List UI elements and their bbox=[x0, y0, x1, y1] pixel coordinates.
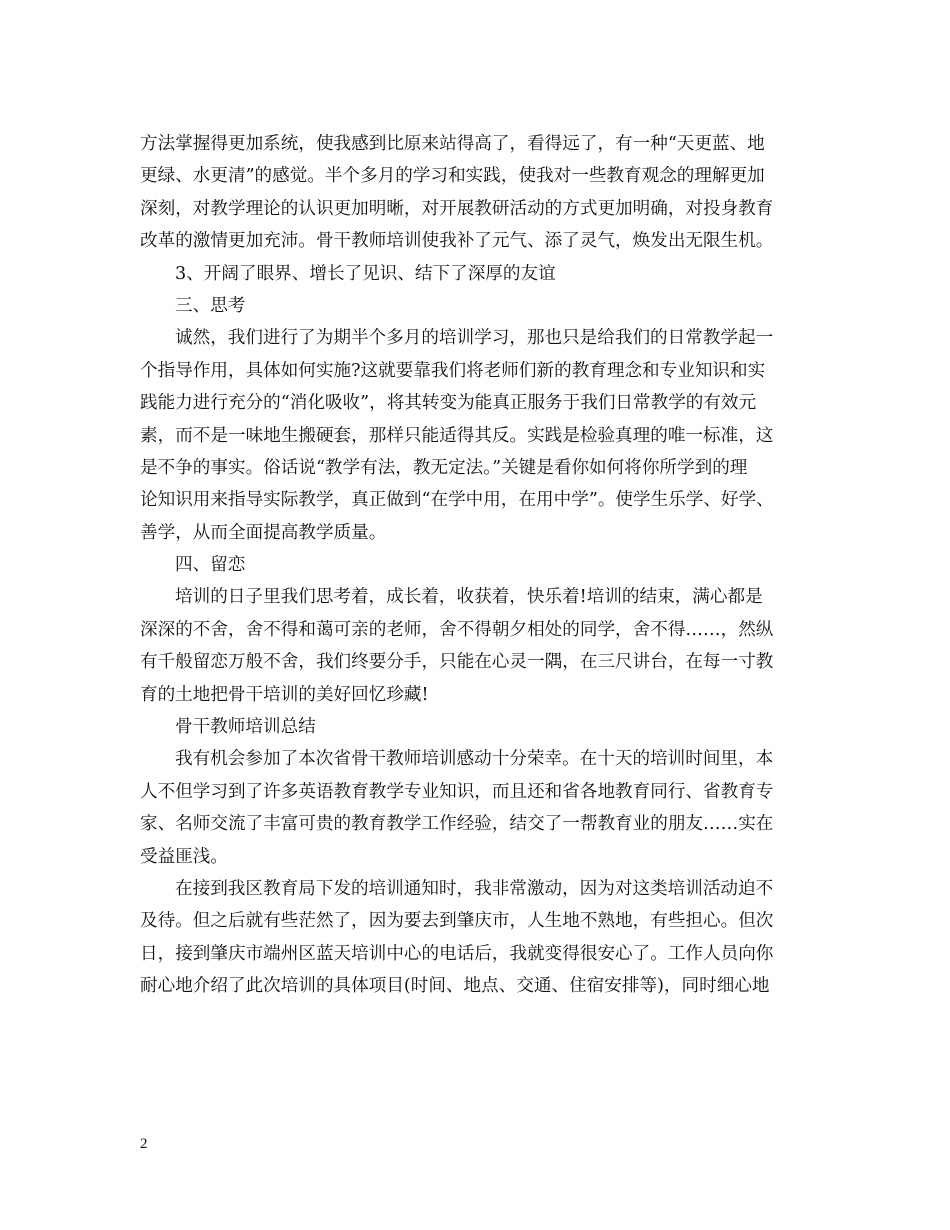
text-line: 深刻，对教学理论的认识更加明晰，对开展教研活动的方式更加明确，对投身教育 bbox=[140, 198, 774, 219]
text-line: 方法掌握得更加系统，使我感到比原来站得高了，看得远了，有一种“天更蓝、地 bbox=[140, 134, 765, 154]
document-title: 骨干教师培训总结 bbox=[175, 717, 316, 738]
text-line: 素，而不是一味地生搬硬套，那样只能适得其反。实践是检验真理的唯一标准，这 bbox=[140, 425, 774, 446]
paragraph-start-line: 我有机会参加了本次省骨干教师培训感动十分荣幸。在十天的培训时间里，本 bbox=[175, 749, 774, 770]
paragraph-start-line: 培训的日子里我们思考着，成长着，收获着，快乐着!培训的结束，满心都是 bbox=[175, 587, 763, 608]
section-heading: 三、思考 bbox=[175, 295, 246, 316]
text-line: 人不但学习到了许多英语教育教学专业知识，而且还和省各地教育同行、省教育专 bbox=[140, 781, 774, 802]
text-line: 日，接到肇庆市端州区蓝天培训中心的电话后，我就变得很安心了。工作人员向你 bbox=[140, 943, 774, 964]
text-line: 深深的不舍，舍不得和蔼可亲的老师，舍不得朝夕相处的同学，舍不得……，然纵 bbox=[140, 619, 774, 640]
text-line: 践能力进行充分的“消化吸收”，将其转变为能真正服务于我们日常教学的有效元 bbox=[140, 393, 757, 414]
text-line: 及待。但之后就有些茫然了，因为要去到肇庆市，人生地不熟地，有些担心。但次 bbox=[140, 911, 774, 932]
text-line: 论知识用来指导实际教学，真正做到“在学中用，在用中学”。使学生乐学、好学、 bbox=[140, 490, 774, 511]
text-line: 更绿、水更清”的感觉。半个多月的学习和实践，使我对一些教育观念的理解更加 bbox=[140, 166, 765, 187]
text-line: 有千般留恋万般不舍，我们终要分手，只能在心灵一隅，在三尺讲台，在每一寸教 bbox=[140, 652, 774, 673]
paragraph-start-line: 诚然，我们进行了为期半个多月的培训学习，那也只是给我们的日常教学起一 bbox=[175, 328, 774, 349]
document-body bbox=[140, 128, 820, 1003]
page-number: 2 bbox=[140, 1136, 148, 1152]
paragraph-start-line: 在接到我区教育局下发的培训通知时，我非常激动，因为对这类培训活动迫不 bbox=[175, 878, 774, 899]
text-line: 改革的激情更加充沛。骨干教师培训使我补了元气、添了灵气，焕发出无限生机。 bbox=[140, 231, 774, 252]
text-line: 家、名师交流了丰富可贵的教育教学工作经验，结交了一帮教育业的朋友……实在 bbox=[140, 814, 774, 835]
text-line: 耐心地介绍了此次培训的具体项目(时间、地点、交通、住宿安排等)，同时细心地 bbox=[140, 976, 770, 997]
section-heading: 四、留恋 bbox=[175, 555, 246, 576]
text-line: 育的土地把骨干培训的美好回忆珍藏! bbox=[140, 684, 429, 705]
text-line: 是不争的事实。俗话说“教学有法，教无定法。”关键是看你如何将你所学到的理 bbox=[140, 457, 748, 478]
text-line: 受益匪浅。 bbox=[140, 846, 228, 867]
text-line: 善学，从而全面提高教学质量。 bbox=[140, 522, 387, 543]
list-item-heading: 3、开阔了眼界、增长了见识、结下了深厚的友谊 bbox=[175, 263, 556, 284]
text-line: 个指导作用，具体如何实施?这就要靠我们将老师们新的教育理念和专业知识和实 bbox=[140, 360, 766, 381]
